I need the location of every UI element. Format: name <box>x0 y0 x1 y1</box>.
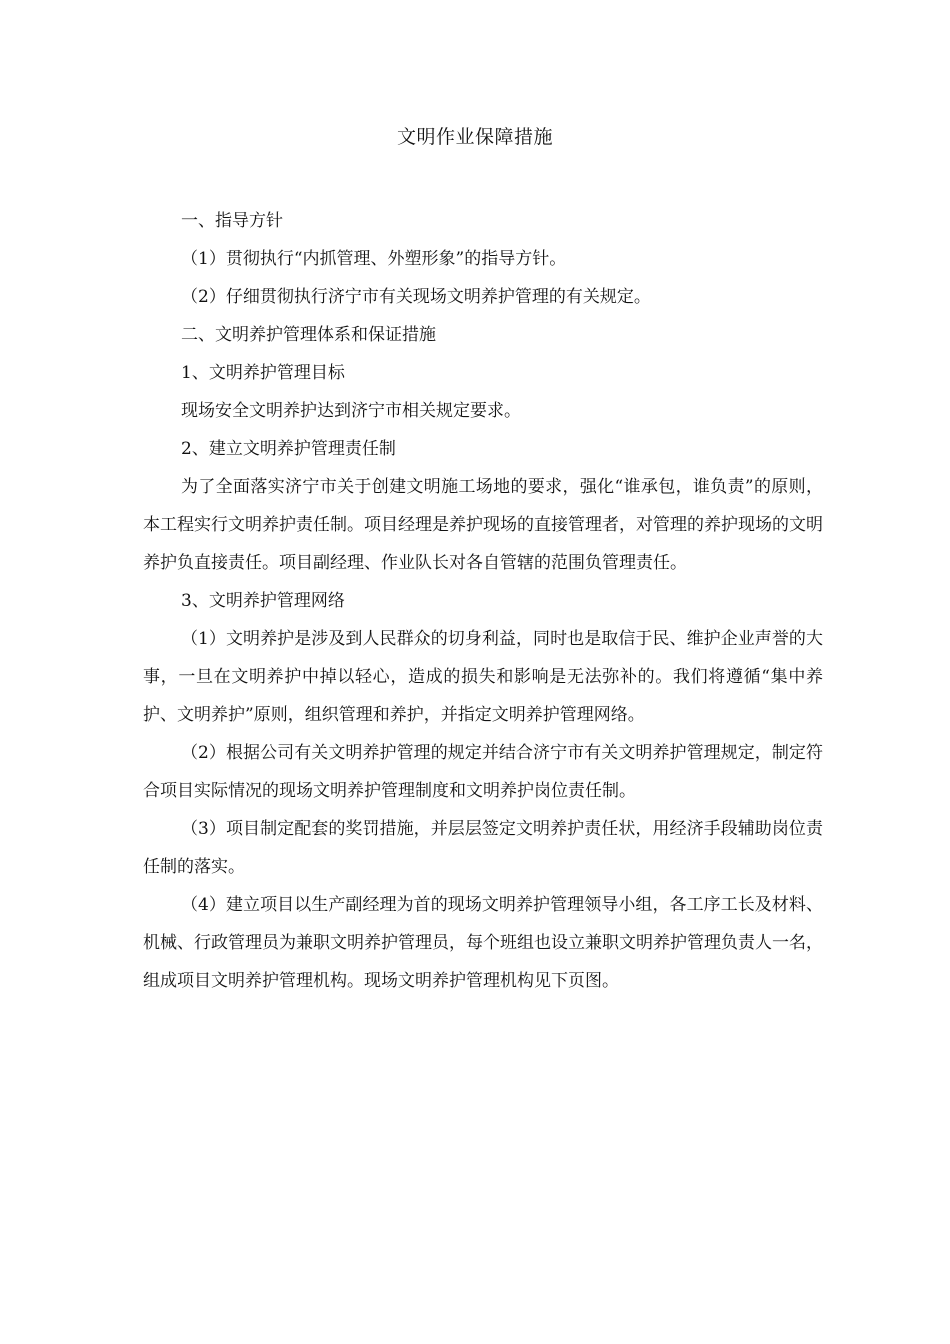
subsection-heading-goal: 1、文明养护管理目标 <box>181 363 345 383</box>
network-paragraph-4: （4）建立项目以生产副经理为首的现场文明养护管理领导小组，各工序工长及材料、机械、行政管理员为兼职文明养护管理员，每个班组也设立兼职文明养护管理负责人一名，组成项目文明养护管理机构。现场文明养护管理机构见下页图。 <box>143 895 823 991</box>
section-heading-guidelines: 一、指导方针 <box>181 211 283 231</box>
guideline-item-2: （2）仔细贯彻执行济宁市有关现场文明养护管理的有关规定。 <box>181 287 651 307</box>
network-paragraph-3: （3）项目制定配套的奖罚措施，并层层签定文明养护责任状，用经济手段辅助岗位责任制的落实。 <box>143 819 823 877</box>
subsection-heading-responsibility: 2、建立文明养护管理责任制 <box>181 439 396 459</box>
network-paragraph-1: （1）文明养护是涉及到人民群众的切身利益，同时也是取信于民、维护企业声誉的大事，一旦在文明养护中掉以轻心，造成的损失和影响是无法弥补的。我们将遵循“集中养护、文明养护”原则，组织管理和养护，并指定文明养护管理网络。 <box>143 629 823 725</box>
goal-text: 现场安全文明养护达到济宁市相关规定要求。 <box>181 401 521 421</box>
section-heading-management-system: 二、文明养护管理体系和保证措施 <box>181 325 436 345</box>
guideline-item-1: （1）贯彻执行“内抓管理、外塑形象”的指导方针。 <box>181 249 567 269</box>
subsection-heading-network: 3、文明养护管理网络 <box>181 591 345 611</box>
document-body <box>143 202 823 1000</box>
responsibility-paragraph: 为了全面落实济宁市关于创建文明施工场地的要求，强化“谁承包，谁负责”的原则，本工程实行文明养护责任制。项目经理是养护现场的直接管理者，对管理的养护现场的文明养护负直接责任。项目副经理、作业队长对各自管辖的范围负管理责任。 <box>143 477 823 573</box>
network-paragraph-2: （2）根据公司有关文明养护管理的规定并结合济宁市有关文明养护管理规定，制定符合项目实际情况的现场文明养护管理制度和文明养护岗位责任制。 <box>143 743 823 801</box>
document-title: 文明作业保障措施 <box>396 126 553 148</box>
